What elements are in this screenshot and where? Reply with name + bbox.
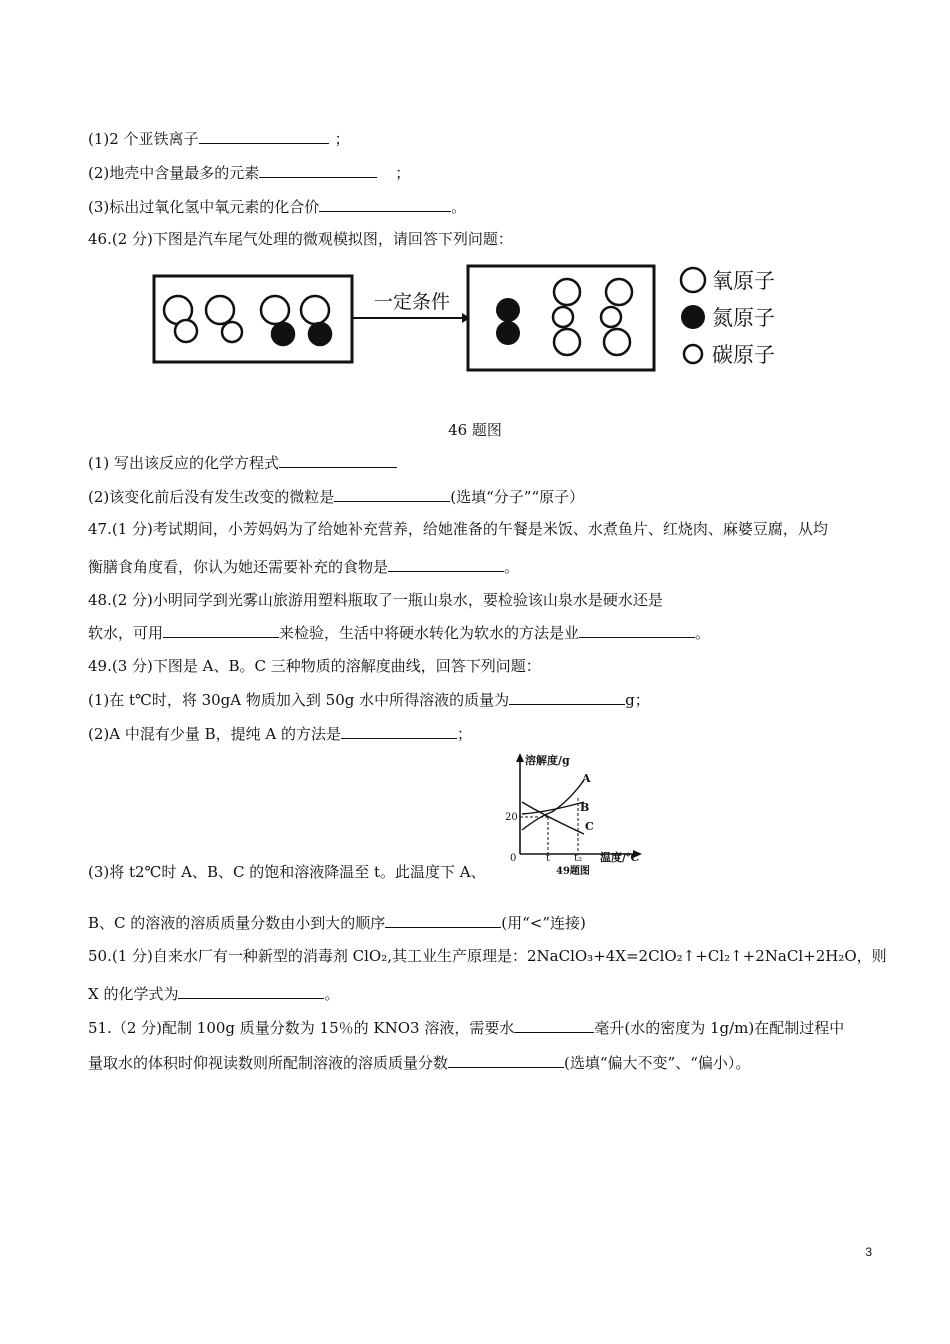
curve-label-b: B [580,801,590,814]
answer-blank[interactable] [514,1017,594,1033]
page-number: 3 [865,1245,872,1259]
nitrogen-atom-icon [681,305,705,329]
arrow-label: 一定条件 [374,291,451,313]
q46-stem: 46.(2 分)下图是汽车尾气处理的微观模拟图，请回答下列问题： [88,230,513,248]
molecule-co2 [601,279,632,355]
answer-blank[interactable] [448,1052,564,1068]
answer-blank[interactable] [341,723,457,739]
oxygen-atom-icon [681,268,705,292]
figure-caption-46: 46 题图 [448,421,502,439]
q47-line2: 衡膳食角度看，你认为她还需要补充的食物是 。 [88,558,520,576]
chart-caption: 49题图 [556,866,590,877]
x-axis-label: 温度/℃ [600,851,640,864]
solubility-chart [500,750,650,878]
legend-nitrogen: 氮原子 [712,306,775,330]
y-tick-20: 20 [505,812,518,823]
curve-label-a: A [582,772,591,785]
q49-part3-line2: B、C 的溶液的溶质质量分数由小到大的顺序 (用“<”连接) [88,914,586,932]
q51-line2: 量取水的体积时仰视读数则所配制溶液的溶质质量分数 (选填“偏大不变”、“偏小）。 [88,1054,751,1072]
carbon-atom-icon [684,345,702,363]
q49-part3-line1: (3)将 t2℃时 A、B、C 的饱和溶液降温至 t。此温度下 A、 [88,863,486,881]
q49-part2: (2)A 中混有少量 B，提纯 A 的方法是 ； [88,725,473,743]
y-axis-label: 溶解度/g [525,754,570,767]
curve-c [522,802,584,834]
answer-blank[interactable] [199,128,329,144]
q51-line1: 51.（2 分)配制 100g 质量分数为 15％的 KNO3 溶液，需要水 毫升(水的密度为 1g/m)在配制过程中 [88,1019,845,1037]
q47-line1: 47.(1 分)考试期间，小芳妈妈为了给她补充营养，给她准备的午餐是米饭、水煮鱼片、红烧肉、麻婆豆腐，从均 [88,520,828,538]
answer-blank[interactable] [509,689,625,705]
q49-part1: (1)在 t℃时，将 30gA 物质加入到 50g 水中所得溶液的质量为 g； [88,691,650,709]
y-axis-arrow-icon [516,753,524,762]
q45-part3: (3)标出过氧化氢中氧元素的化合价 。 [88,198,467,216]
q45-part2: (2)地壳中含量最多的元素 ； [88,164,411,182]
x-tick-t2: t₂ [574,853,583,864]
molecule-no [301,296,331,345]
molecule-no [261,296,294,345]
q46-part2: (2)该变化前后没有发生改变的微粒是 (选填“分子”“原子） [88,488,585,506]
reaction-diagram [150,260,810,375]
answer-blank[interactable] [259,162,377,178]
answer-blank[interactable] [579,622,695,638]
q46-part1: (1) 写出该反应的化学方程式 [88,452,397,473]
legend-carbon: 碳原子 [712,343,775,367]
molecule-co [164,296,197,342]
q48-line2: 软水，可用 来检验，生活中将硬水转化为软水的方法是业 。 [88,624,711,642]
answer-blank[interactable] [319,196,451,212]
legend-oxygen: 氧原子 [712,269,775,293]
answer-blank[interactable] [163,622,279,638]
answer-blank[interactable] [388,556,504,572]
q45-part1: (1)2 个亚铁离子 ； [88,130,350,148]
molecule-co2 [553,279,580,355]
answer-blank[interactable] [178,983,324,999]
q48-line1: 48.(2 分)小明同学到光雾山旅游用塑料瓶取了一瓶山泉水，要检验该山泉水是硬水还是 [88,591,663,609]
answer-blank[interactable] [385,912,501,928]
q49-stem: 49.(3 分)下图是 A、B。C 三种物质的溶解度曲线，回答下列问题： [88,657,541,675]
q50-line1: 50.(1 分)自来水厂有一种新型的消毒剂 ClO₂,其工业生产原理是：2NaClO₃+4X=2ClO₂↑+Cl₂↑+2NaCl+2H₂O，则 [88,947,887,965]
molecule-n2 [496,298,520,345]
q50-line2: X 的化学式为 。 [88,985,340,1003]
x-tick-t: t [546,853,551,864]
answer-blank[interactable] [334,486,450,502]
curve-label-c: C [585,820,594,833]
origin-label: 0 [510,853,517,864]
legend [681,268,775,367]
answer-blank[interactable] [279,452,397,468]
molecule-co [206,296,242,342]
